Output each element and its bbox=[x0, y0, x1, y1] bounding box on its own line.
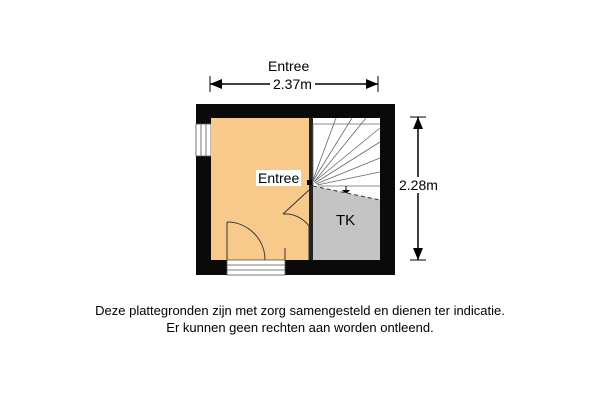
disclaimer-line-1: Deze plattegronden zijn met zorg samengesteld en dienen ter indicatie. bbox=[95, 303, 505, 318]
room-label-entree: Entree bbox=[258, 170, 300, 186]
left-window bbox=[196, 124, 211, 156]
closet-label-tk: TK bbox=[336, 212, 356, 229]
partition-wall bbox=[309, 118, 313, 260]
meter-box-marker bbox=[307, 180, 312, 185]
width-dimension-label: 2.37m bbox=[270, 76, 315, 92]
top-title: Entree bbox=[268, 58, 310, 74]
disclaimer-line-2: Er kunnen geen rechten aan worden ontleend. bbox=[166, 320, 434, 335]
height-dimension-label: 2.28m bbox=[399, 177, 438, 193]
staircase bbox=[313, 118, 380, 194]
entree-room-floor bbox=[211, 118, 310, 260]
